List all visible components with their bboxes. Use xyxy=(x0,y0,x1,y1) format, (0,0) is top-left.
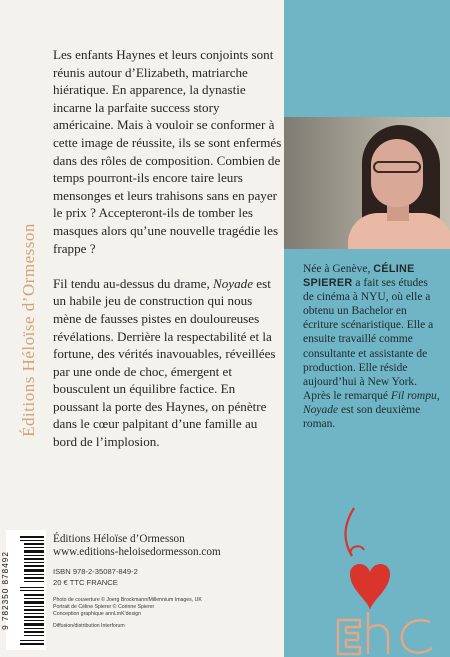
synopsis xyxy=(53,46,283,451)
synopsis-paragraph-2: Fil tendu au-dessus du drame, Noyade est un habile jeu de construction qui nous mène de fausses pistes en douloureuses révélations. Derrière la respectabilité et la fortune, des vérités inavouables, réveillées par une onde de choc, émergent et bousculent un équilibre factice. En poussant la porte des Haynes, on pénètre dans le cœur palpitant d’une famille au bord de l’implosion. xyxy=(53,275,276,450)
credit-portrait: Portrait de Céline Spierer © Corinne Spierer xyxy=(53,604,155,610)
publisher-logo xyxy=(330,500,450,657)
author-bio: Née à Genève, CÉLINE SPIERER a fait ses études de cinéma à NYU, où elle a obtenu un Bachelor en écriture scénaristique. Elle a ensuite travaillé comme consultante et assistante de production. Elle réside aujourd’hui à New York. Après le remarqué Fil rompu, Noyade est son deuxième roman. xyxy=(303,263,440,431)
credit-design: Conception graphique annLmK’design xyxy=(53,611,141,617)
current-book-title: Noyade xyxy=(303,403,339,416)
publisher-url: www.editions-heloisedormesson.com xyxy=(53,546,221,558)
distribution: Diffusion/distribution Interforum xyxy=(53,623,125,629)
synopsis-paragraph-1: Les enfants Haynes et leurs conjoints sont réunis autour d’Elizabeth, matriarche hiératique. En apparence, la dynastie incarne la parfaite success story américaine. Mais à vouloir se conformer à cette image de réussite, ils se sont enfermés dans des rôles de composition. Combien de temps pourront-ils encore taire leurs mensonges et leurs trahisons sans en payer le prix ? Accepteront-ils de tomber les masques alors qu’une nouvelle tragédie les frappe ? xyxy=(53,47,282,256)
spine-publisher-text: Éditions Héloïse d’Ormesson xyxy=(19,223,39,437)
isbn-number: ISBN 978-2-35087-849-2 xyxy=(53,567,138,576)
author-portrait xyxy=(284,117,450,249)
previous-book-title: Fil rompu xyxy=(390,389,437,402)
book-title: Noyade xyxy=(213,275,254,291)
author-name: CÉLINE SPIERER xyxy=(303,263,415,290)
isbn-barcode xyxy=(6,530,46,650)
price: 20 € TTC FRANCE xyxy=(53,578,118,587)
barcode-digits: 9 782350 878492 xyxy=(0,550,10,630)
publisher-name: Éditions Héloïse d’Ormesson xyxy=(53,533,185,545)
credit-cover-photo: Photo de couverture © Joerg Brockmann/Millennium Images, UK xyxy=(53,597,202,603)
